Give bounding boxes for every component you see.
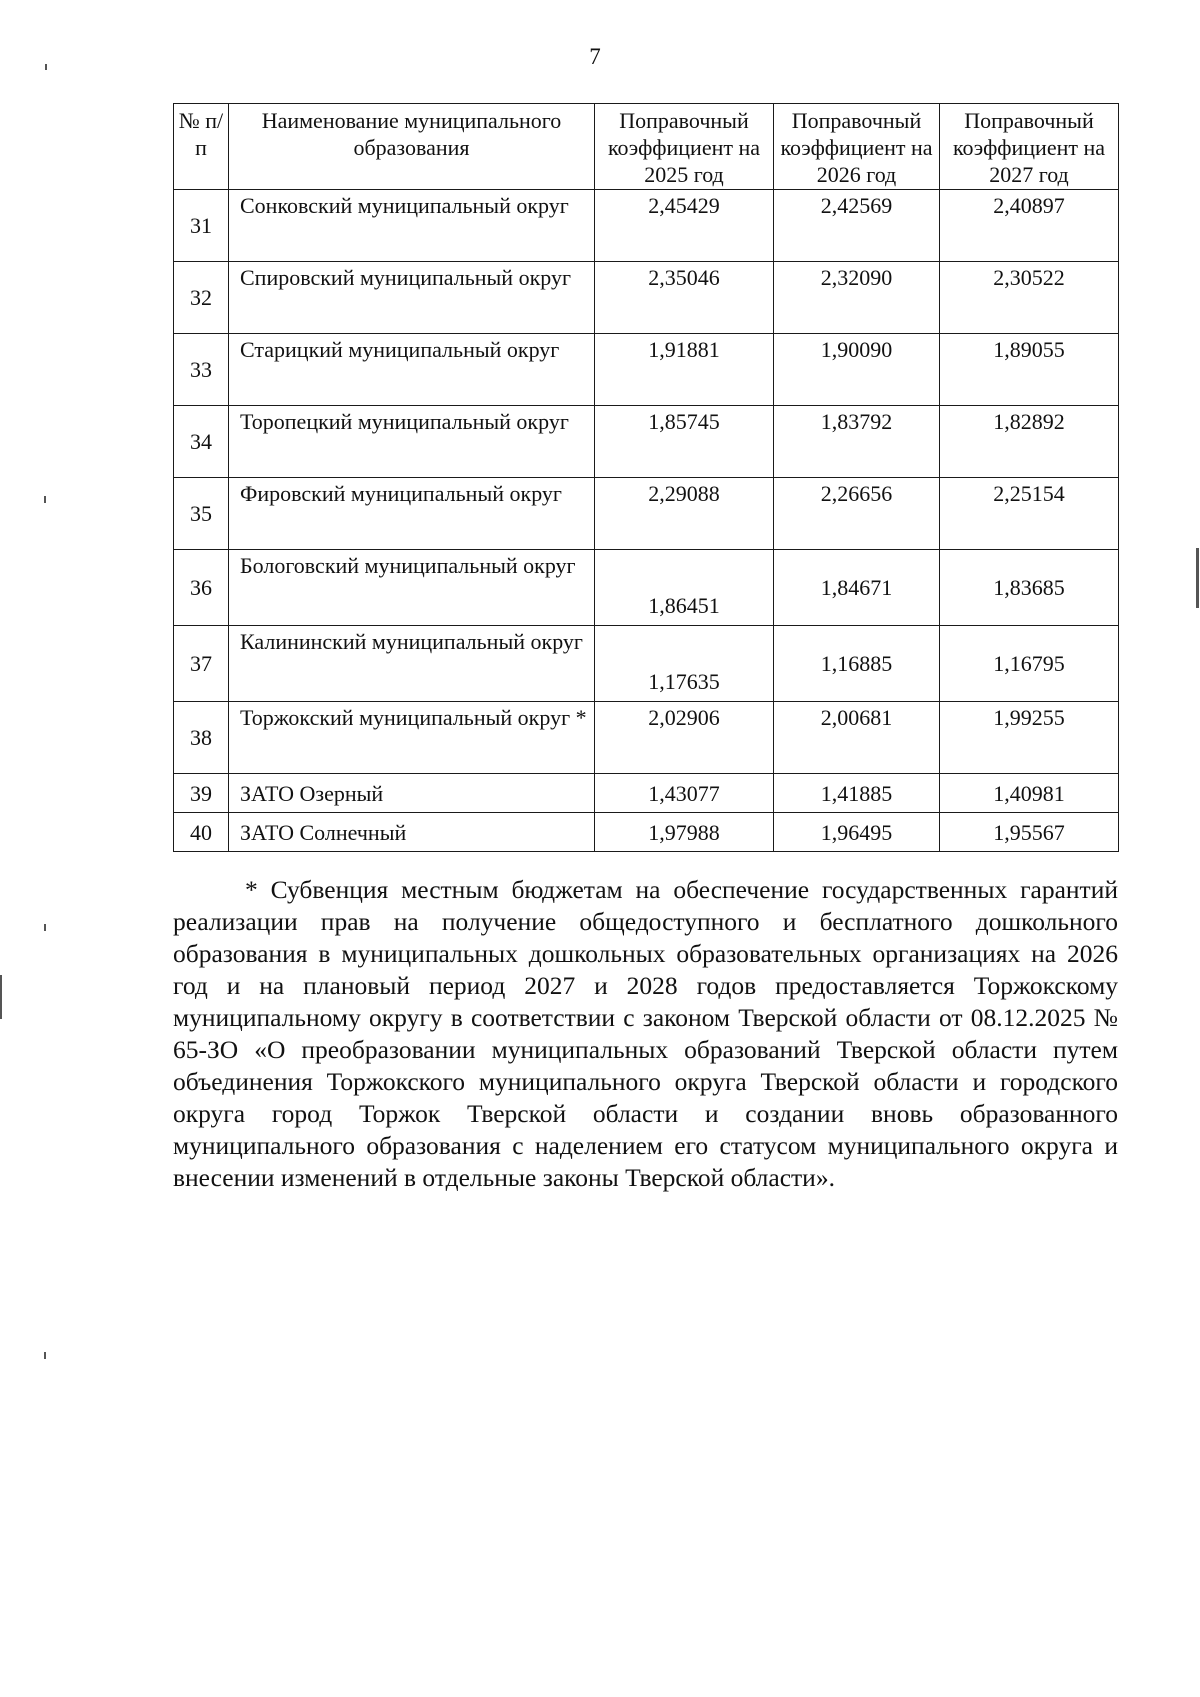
row-coef-2026: 2,32090 (774, 262, 940, 334)
row-num: 38 (174, 702, 229, 774)
row-num: 37 (174, 626, 229, 702)
row-name: Калининский муниципальный округ (229, 626, 595, 702)
table-row (174, 406, 1119, 478)
row-name: Торжокский муниципальный округ * (229, 702, 595, 774)
row-coef-2027: 1,89055 (940, 334, 1119, 406)
row-coef-2026: 2,26656 (774, 478, 940, 550)
row-coef-2025: 2,35046 (595, 262, 774, 334)
row-coef-2025: 1,43077 (595, 774, 774, 813)
row-coef-2027: 1,83685 (940, 550, 1119, 626)
header-name: Наименование муниципального образования (229, 104, 595, 190)
row-num: 35 (174, 478, 229, 550)
row-coef-2027: 2,40897 (940, 190, 1119, 262)
row-name: Спировский муниципальный округ (229, 262, 595, 334)
row-coef-2027: 2,30522 (940, 262, 1119, 334)
row-name: Торопецкий муниципальный округ (229, 406, 595, 478)
row-coef-2026: 1,96495 (774, 813, 940, 852)
row-num: 40 (174, 813, 229, 852)
scan-mark (0, 975, 2, 1019)
row-name: Сонковский муниципальный округ (229, 190, 595, 262)
row-coef-2027: 2,25154 (940, 478, 1119, 550)
row-coef-2027: 1,16795 (940, 626, 1119, 702)
scan-mark (44, 1352, 46, 1359)
row-coef-2026: 2,42569 (774, 190, 940, 262)
table-row (174, 702, 1119, 774)
header-coef-2027: Поправочный коэффициент на 2027 год (940, 104, 1119, 190)
table-row (174, 626, 1119, 702)
row-coef-2026: 2,00681 (774, 702, 940, 774)
table-row (174, 774, 1119, 813)
scan-mark (45, 64, 47, 70)
page-number: 7 (589, 44, 601, 69)
row-coef-2025: 1,97988 (595, 813, 774, 852)
table-row (174, 550, 1119, 626)
table-row (174, 478, 1119, 550)
header-num: № п/п (174, 104, 229, 190)
row-coef-2025: 1,17635 (595, 626, 774, 702)
row-coef-2026: 1,83792 (774, 406, 940, 478)
table-row (174, 262, 1119, 334)
row-coef-2025: 2,29088 (595, 478, 774, 550)
row-num: 36 (174, 550, 229, 626)
header-coef-2026: Поправочный коэффициент на 2026 год (774, 104, 940, 190)
footnote-text: * Субвенция местным бюджетам на обеспечение государственных гарантий реализации прав на получение общедоступного и бесплатного дошкольного образования в муниципальных дошкольных образовательных организациях на 2026 год и на плановый период 2027 и 2028 годов предоставляется Торжокскому муниципальному округу в соответствии с законом Тверской области от 08.12.2025 № 65-ЗО «О преобразовании муниципальных образований Тверской области путем объединения Торжокского муниципального округа Тверской области и городского округа город Торжок Тверской области и создании вновь образованного муниципального образования с наделением его статусом муниципального округа и внесении изменений в отдельные законы Тверской области». (173, 875, 1118, 1192)
row-name: Фировский муниципальный округ (229, 478, 595, 550)
row-name: Бологовский муниципальный округ (229, 550, 595, 626)
row-coef-2027: 1,99255 (940, 702, 1119, 774)
row-coef-2026: 1,90090 (774, 334, 940, 406)
row-coef-2026: 1,84671 (774, 550, 940, 626)
row-name: ЗАТО Озерный (229, 774, 595, 813)
row-coef-2025: 2,02906 (595, 702, 774, 774)
scan-mark (44, 496, 46, 503)
row-num: 32 (174, 262, 229, 334)
row-coef-2027: 1,95567 (940, 813, 1119, 852)
row-num: 34 (174, 406, 229, 478)
row-coef-2026: 1,16885 (774, 626, 940, 702)
coefficient-table (173, 103, 1119, 852)
row-name: Старицкий муниципальный округ (229, 334, 595, 406)
row-coef-2025: 1,85745 (595, 406, 774, 478)
row-num: 39 (174, 774, 229, 813)
table-row (174, 813, 1119, 852)
row-num: 33 (174, 334, 229, 406)
row-coef-2026: 1,41885 (774, 774, 940, 813)
row-name: ЗАТО Солнечный (229, 813, 595, 852)
row-coef-2025: 1,91881 (595, 334, 774, 406)
row-coef-2025: 2,45429 (595, 190, 774, 262)
scan-mark (44, 924, 46, 931)
table-row (174, 334, 1119, 406)
table-header-row (174, 104, 1119, 190)
header-coef-2025: Поправочный коэффициент на 2025 год (595, 104, 774, 190)
row-coef-2027: 1,82892 (940, 406, 1119, 478)
row-coef-2027: 1,40981 (940, 774, 1119, 813)
row-num: 31 (174, 190, 229, 262)
table-row (174, 190, 1119, 262)
row-coef-2025: 1,86451 (595, 550, 774, 626)
scan-mark (1196, 548, 1199, 608)
